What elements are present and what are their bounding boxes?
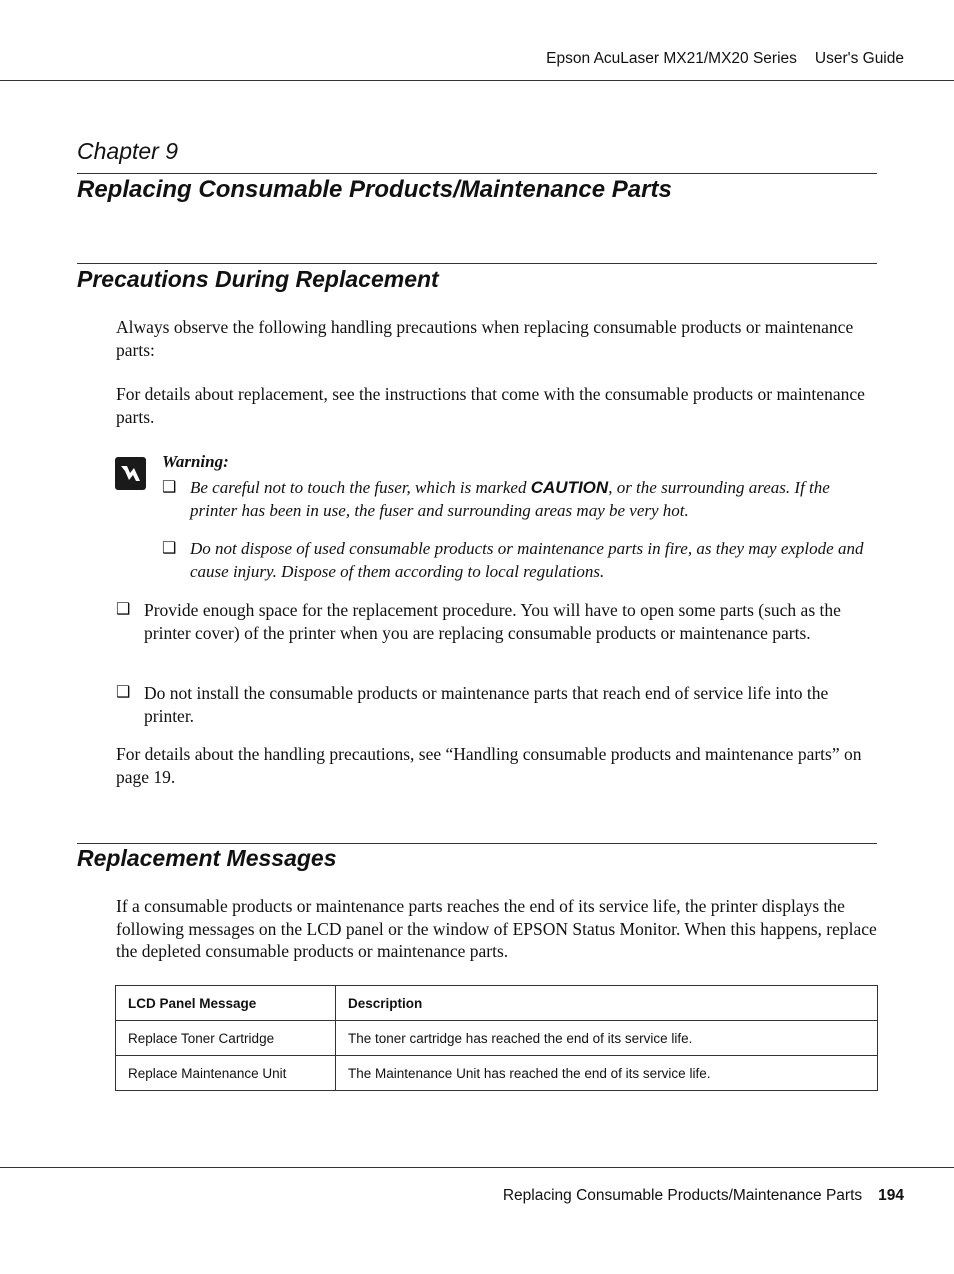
table-row xyxy=(116,1021,878,1056)
chapter-title: Replacing Consumable Products/Maintenance Parts xyxy=(77,176,672,203)
warning-item-1-after: , or the surrounding areas. If the printer has been in use, the fuser and surrounding areas may be very hot. xyxy=(190,478,830,520)
table-header-cell: Description xyxy=(336,986,878,1021)
section-rule-messages xyxy=(77,843,877,844)
running-header xyxy=(546,50,904,68)
table-cell: The Maintenance Unit has reached the end of its service life. xyxy=(336,1056,878,1091)
table-header-cell: LCD Panel Message xyxy=(116,986,336,1021)
warning-icon xyxy=(115,457,146,490)
warning-item-2: Do not dispose of used consumable products or maintenance parts in fire, as they may explode and cause injury. Dispose of them according to local regulations. xyxy=(190,539,864,581)
table-header-row xyxy=(116,986,878,1021)
messages-intro: If a consumable products or maintenance parts reaches the end of its service life, the printer displays the following messages on the LCD panel or the window of EPSON Status Monitor. When this happens, replace the depleted consumable products or maintenance parts. xyxy=(116,896,877,961)
header-product: Epson AcuLaser MX21/MX20 Series xyxy=(546,50,797,67)
chapter-rule xyxy=(77,173,877,174)
list-bullet-1: ❑ xyxy=(116,601,131,618)
table-cell: Replace Toner Cartridge xyxy=(116,1021,336,1056)
chapter-label: Chapter 9 xyxy=(77,138,179,164)
warning-item-1 xyxy=(190,477,878,522)
page-number: 194 xyxy=(878,1187,904,1204)
messages-table xyxy=(115,985,878,1091)
precautions-closing: For details about the handling precautions, see “Handling consumable products and maintenance parts” on page 19. xyxy=(116,744,862,787)
table-cell: The toner cartridge has reached the end of its service life. xyxy=(336,1021,878,1056)
list-bullet-2: ❑ xyxy=(116,684,131,701)
page-footer xyxy=(503,1187,904,1205)
table-cell: Replace Maintenance Unit xyxy=(116,1056,336,1091)
section-title-messages: Replacement Messages xyxy=(77,845,337,871)
table-row xyxy=(116,1056,878,1091)
warning-bullet-2: ❑ xyxy=(162,540,177,557)
section-title-precautions: Precautions During Replacement xyxy=(77,266,439,292)
precautions-intro-1: Always observe the following handling precautions when replacing consumable products or maintenance parts: xyxy=(116,317,854,360)
precautions-intro-2: For details about replacement, see the instructions that come with the consumable products or maintenance parts. xyxy=(116,384,865,427)
list-item: Do not install the consumable products or maintenance parts that reach end of service life into the printer. xyxy=(144,683,829,726)
warning-bullet-1: ❑ xyxy=(162,479,177,496)
warning-label: Warning: xyxy=(162,452,229,471)
footer-section: Replacing Consumable Products/Maintenance Parts xyxy=(502,1187,863,1204)
list-item: Provide enough space for the replacement procedure. You will have to open some parts (such as the printer cover) of the printer when you are replacing consumable products or maintenance parts. xyxy=(144,600,841,643)
section-rule-precautions xyxy=(77,263,877,264)
warning-item-1-before: Be careful not to touch the fuser, which is marked xyxy=(190,478,531,497)
page-header xyxy=(0,0,954,81)
caution-label: CAUTION xyxy=(530,478,609,497)
footer-rule xyxy=(0,1167,954,1168)
header-guide: User's Guide xyxy=(814,50,904,67)
